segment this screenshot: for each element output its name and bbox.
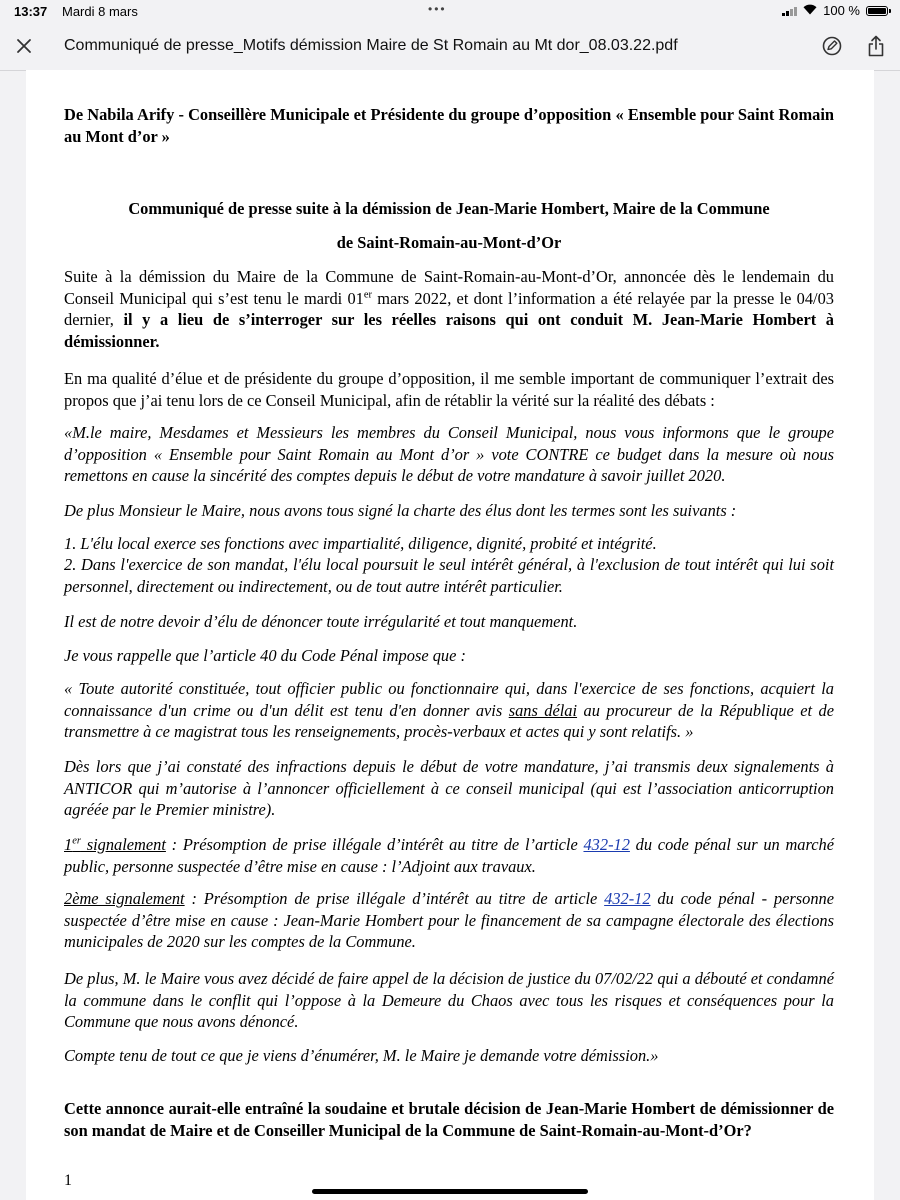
resignation-demand-paragraph: Compte tenu de tout ce que je viens d’énumérer, M. le Maire je demande votre démission.» [64,1046,659,1065]
quote-budget-paragraph: «M.le maire, Mesdames et Messieurs les membres du Conseil Municipal, nous vous informons que le groupe d’opposition « Ensemble pour Saint Romain au Mont d’or » vote CONTRE ce budget dans la mesure où nous remettons en cause la sincérité des comptes depuis le début de votre mandature à savoir juillet 2020. [64,423,834,485]
anticor-paragraph: Dès lors que j’ai constaté des infractions depuis le début de votre mandature, j’ai transmis deux signalements à ANTICOR qui m’autorise à l’annoncer officiellement à ce conseil municipal (qui est l’association anticorruption agréée par le Premier ministre). [64,757,834,819]
signalement-2-label: 2ème signalement [64,889,185,908]
document-toolbar [0,22,900,71]
page-number: 1 [64,1172,72,1189]
markup-button[interactable] [816,30,848,62]
intro-text-a: Suite à la démission du Maire de la Commune de Saint-Romain-au-Mont-d’Or, annoncée dès le lendemain du Conseil Municipal qui s’est tenu le mardi 01 [64,267,834,308]
multitasking-dots-icon[interactable]: ••• [428,2,447,16]
signalement-2 [64,888,834,953]
battery-percent: 100 % [823,3,860,18]
article-432-12-link-1[interactable]: 432-12 [583,835,630,854]
signalement-1 [64,834,834,877]
article40-text-b: au procureur de la République et de transmettre à ce magistrat tous les renseignements, procès-verbaux et actes qui y sont relatifs. » [64,700,834,741]
signalement-1-label: 1er signalement [64,835,166,854]
share-icon [867,35,885,57]
article-432-12-link-2[interactable]: 432-12 [604,889,651,908]
signalement-1-text-a: : Présomption de prise illégale d’intérêt au titre de l’article [165,835,584,854]
wifi-icon [803,4,817,18]
charter-item-1: 1. L'élu local exerce ses fonctions avec impartialité, diligence, dignité, probité et intégrité. [64,534,657,553]
close-icon [16,38,32,54]
pdf-page [26,70,874,1200]
intro-paragraph [64,266,834,352]
article40-quote [64,678,834,743]
markup-icon [821,35,843,57]
press-release-title-line1: Communiqué de presse suite à la démission de Jean-Marie Hombert, Maire de la Commune [128,199,770,218]
appeal-paragraph: De plus, M. le Maire vous avez décidé de faire appel de la décision de justice du 07/02/22 qui a débouté et condamné la commune dans le conflit qui l’oppose à la Demeure du Chaos avec tous les risques et conséquences pour la Commune que nous avons dénoncé. [64,969,834,1031]
status-date: Mardi 8 mars [62,4,138,19]
intro-text-b: mars 2022, et dont l’information a été relayée par la presse le 04/03 dernier, [64,288,834,329]
home-indicator[interactable] [312,1189,588,1194]
context-paragraph: En ma qualité d’élue et de présidente du groupe d’opposition, il me semble important de communiquer l’extrait des propos que j’ai tenu lors de ce Conseil Municipal, afin de rétablir la vérité sur la réalité des débats : [64,369,834,410]
closing-question: Cette annonce aurait-elle entraîné la soudaine et brutale décision de Jean-Marie Hombert de démissionner de son mandat de Maire et de Conseiller Municipal de la Commune de Saint-Romain-au-Mont-d’Or? [64,1099,834,1140]
article40-underlined: sans délai [508,700,578,720]
document-title: Communiqué de presse_Motifs démission Maire de St Romain au Mt dor_08.03.22.pdf [64,37,678,54]
signal-icon [782,6,797,16]
document-header: De Nabila Arify - Conseillère Municipale et Présidente du groupe d’opposition « Ensemble pour Saint Romain au Mont d’or » [64,105,834,146]
signalement-2-text-b: du code pénal - personne suspectée d’être mise en cause : Jean-Marie Hombert pour le financement de sa campagne électorale des élections municipales de 2020 sur les comptes de la Commune. [64,889,834,951]
press-release-title-line2: de Saint-Romain-au-Mont-d’Or [336,233,562,252]
charter-item-2: 2. Dans l'exercice de son mandat, l'élu local poursuit le seul intérêt général, à l'exclusion de tout intérêt qui lui soit personnel, directement ou indirectement, ou de tout autre intérêt particulier. [64,555,834,596]
share-button[interactable] [860,30,892,62]
intro-superscript: er [363,289,373,301]
signalement-1-text-b: du code pénal sur un marché public, personne suspectée d’être mise en cause : l’Adjoint aux travaux. [64,835,834,876]
article40-text-a: « Toute autorité constituée, tout officier public ou fonctionnaire qui, dans l'exercice de ses fonctions, acquiert la connaissance d'un crime ou d'un délit est tenu d'en donner avis [64,679,834,720]
status-time: 13:37 [14,4,48,19]
quote-article40-intro: Je vous rappelle que l’article 40 du Code Pénal impose que : [64,646,466,665]
battery-icon [866,6,888,16]
quote-charter-paragraph: De plus Monsieur le Maire, nous avons tous signé la charte des élus dont les termes sont les suivants : [64,501,737,520]
status-indicators [782,3,888,18]
intro-bold-text: il y a lieu de s’interroger sur les réelles raisons qui ont conduit M. Jean-Marie Hombert à démissionner. [64,310,834,351]
close-button[interactable] [8,30,40,62]
signalement-2-text-a: : Présomption de prise illégale d’intérêt au titre de article [184,889,605,908]
status-bar [0,0,900,22]
quote-duty-paragraph: Il est de notre devoir d’élu de dénoncer toute irrégularité et tout manquement. [64,612,578,631]
